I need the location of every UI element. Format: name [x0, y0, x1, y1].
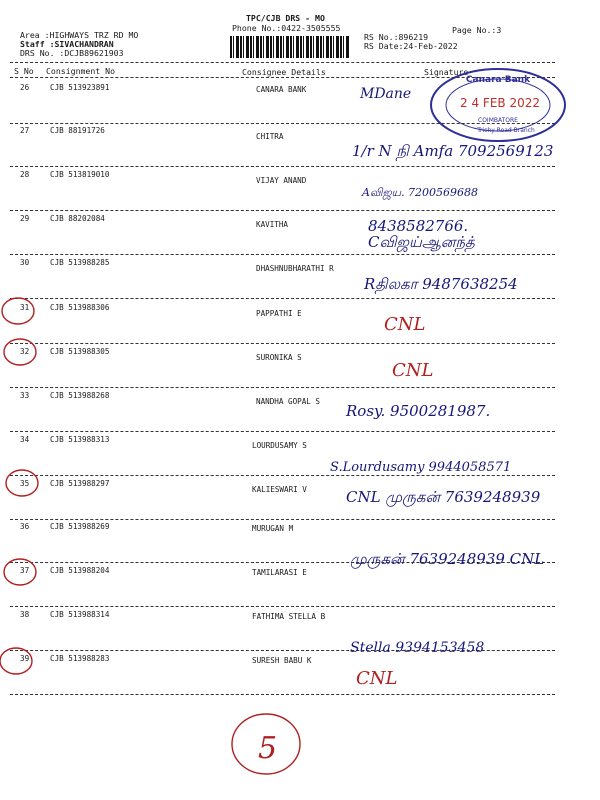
- drs-number: DRS No. :DCJB89621903: [20, 48, 124, 58]
- signature-row-30: Rதிலகா 9487638254: [364, 275, 518, 293]
- signature-row-27: 1/r N நி Amfa 7092569123: [352, 142, 554, 160]
- circle-mark-35: [6, 470, 38, 496]
- row-consignment-no: CJB 513988283: [50, 654, 110, 663]
- area-label: Area :HIGHWAYS TRZ RD MO: [20, 30, 139, 40]
- row-sno: 35: [20, 479, 30, 488]
- row-consignment-no: CJB 513988314: [50, 610, 110, 619]
- row-consignment-no: CJB 513988297: [50, 479, 110, 488]
- rs-number: RS No.:896219: [364, 32, 429, 42]
- col-signature: Signature: [424, 67, 469, 77]
- signature-row-35: CNL முருகன் 7639248939: [346, 488, 541, 506]
- row-consignment-no: CJB 513988285: [50, 258, 110, 267]
- signature-row-33: Rosy. 9500281987.: [346, 402, 491, 420]
- signature-row-39: CNL: [356, 668, 398, 689]
- row-consignee: FATHIMA STELLA B: [252, 612, 326, 621]
- row-consignment-no: CJB 88202084: [50, 214, 105, 223]
- signature-row-26: MDane: [360, 86, 412, 102]
- signature-row-38: Stella 9394153458: [350, 640, 485, 656]
- signature-row-32: CNL: [392, 360, 434, 381]
- row-consignee: CANARA BANK: [256, 85, 307, 94]
- stamp-branch: Trichy Road Branch: [477, 127, 535, 134]
- signature-row-28: Aவிஜய. 7200569688: [362, 186, 479, 199]
- row-sno: 26: [20, 83, 30, 92]
- row-consignee: SURESH BABU K: [252, 656, 312, 665]
- row-consignee: NANDHA GOPAL S: [256, 397, 321, 406]
- circle-mark-31: [2, 298, 34, 324]
- row-consignee: LOURDUSAMY S: [252, 441, 307, 450]
- row-sno: 36: [20, 522, 30, 531]
- row-sno: 30: [20, 258, 30, 267]
- phone-number: Phone No.:0422-3505555: [232, 23, 341, 33]
- row-sno: 29: [20, 214, 30, 223]
- row-consignee: KAVITHA: [256, 220, 289, 229]
- footer-mark: 5: [258, 731, 278, 766]
- row-consignment-no: CJB 513988305: [50, 347, 110, 356]
- row-consignee: DHASHNUBHARATHI R: [256, 264, 334, 273]
- drs-title: TPC/CJB DRS - MO: [246, 13, 325, 23]
- circle-mark-39: [0, 648, 32, 674]
- row-sno: 38: [20, 610, 30, 619]
- row-sno: 31: [20, 303, 30, 312]
- row-consignee: MURUGAN M: [252, 524, 294, 533]
- row-sno: 34: [20, 435, 30, 444]
- signature-row-31: CNL: [384, 314, 426, 335]
- row-sno: 33: [20, 391, 30, 400]
- row-sno: 39: [20, 654, 30, 663]
- row-consignee: PAPPATHI E: [256, 309, 302, 318]
- col-sno: S No: [14, 66, 34, 76]
- stamp-city: COIMBATORE: [478, 117, 518, 124]
- signature-row-34: S.Lourdusamy 9944058571: [330, 460, 512, 475]
- row-consignment-no: CJB 513988268: [50, 391, 110, 400]
- row-consignment-no: CJB 513923891: [50, 83, 110, 92]
- row-consignee: VIJAY ANAND: [256, 176, 307, 185]
- row-sno: 32: [20, 347, 30, 356]
- row-consignment-no: CJB 513988204: [50, 566, 110, 575]
- row-consignment-no: CJB 513988313: [50, 435, 110, 444]
- row-consignee: SURONIKA S: [256, 353, 302, 362]
- row-consignment-no: CJB 513988306: [50, 303, 110, 312]
- row-consignment-no: CJB 513819010: [50, 170, 110, 179]
- col-consignee: Consignee Details: [242, 67, 326, 77]
- row-sno: 28: [20, 170, 30, 179]
- row-sno: 27: [20, 126, 30, 135]
- circle-mark-37: [4, 559, 36, 585]
- signature-row-29: 8438582766. Cவிஜய்ஆனந்த்: [368, 217, 475, 251]
- row-consignment-no: CJB 513988269: [50, 522, 110, 531]
- rs-date: RS Date:24-Feb-2022: [364, 41, 458, 51]
- row-consignment-no: CJB 88191726: [50, 126, 105, 135]
- stamp-bank-name: Canara Bank: [465, 75, 531, 85]
- staff-label: Staff :SIVACHANDRAN: [20, 39, 114, 49]
- signature-row-37: முருகன் 7639248939 CNL: [350, 550, 545, 568]
- row-sno: 37: [20, 566, 30, 575]
- row-consignee: KALIESWARI V: [252, 485, 307, 494]
- row-consignee: CHITRA: [256, 132, 284, 141]
- stamp-date: 2 4 FEB 2022: [460, 96, 540, 110]
- circle-mark-32: [4, 339, 36, 365]
- row-consignee: TAMILARASI E: [252, 568, 307, 577]
- col-consignment: Consignment No: [46, 66, 116, 76]
- page-number: Page No.:3: [452, 25, 502, 35]
